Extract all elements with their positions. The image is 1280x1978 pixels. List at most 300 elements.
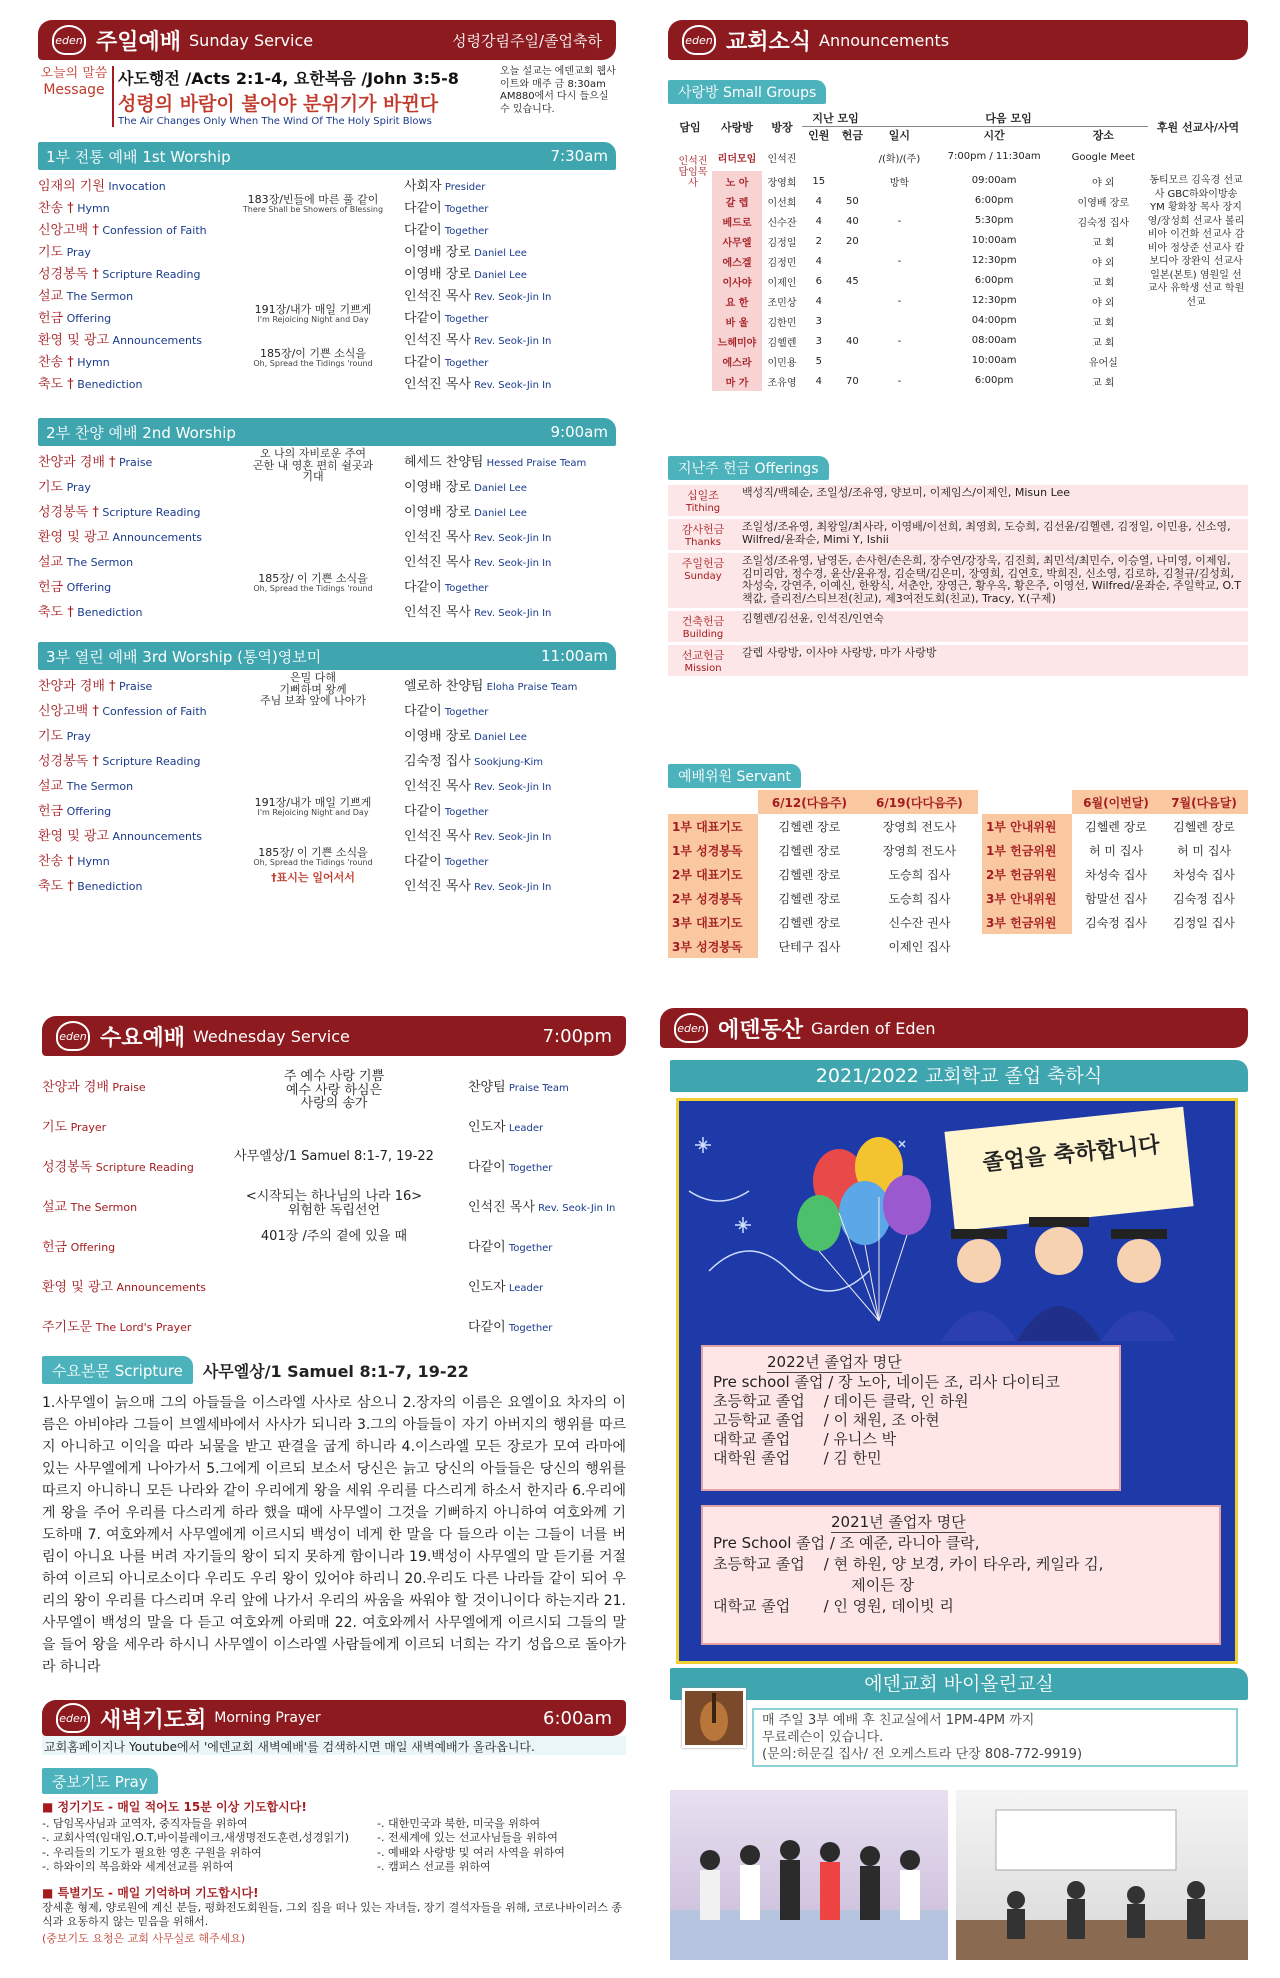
graduate-line: 대학교 졸업 / 인 영원, 데이빗 리 (713, 1597, 954, 1615)
sg-count: 3 (815, 335, 822, 347)
servant-label: 예배위원 Servant (668, 764, 801, 788)
sg-missions: 동티모르 김옥경 선교사 GBC하와이방송 YM 황화창 목사 장지영/장성희 선교사 볼리비아 이건화 선교사 감비아 정상준 선교사 캄보디아 장완익 선교사 일본(본토) 염원일 선교사 유학생 선교 학원선교 (1147, 175, 1245, 308)
order-leader-ko: 다같이 (404, 311, 442, 326)
wednesday-list (42, 1064, 626, 1364)
wed-row (42, 1144, 626, 1184)
sg-pastor-cell (668, 311, 712, 331)
order-item (38, 197, 110, 216)
wednesday-section (42, 1016, 626, 1696)
order-row (38, 216, 616, 238)
sg-offering: 70 (845, 375, 859, 387)
sg-sub-date: 일시 (869, 127, 930, 144)
wed-detail-line: 주 예수 사랑 기쁨 (283, 1069, 385, 1084)
graduates-icon (941, 1217, 1177, 1341)
order-item (38, 750, 200, 769)
order-leader-ko: 이영배 장로 (404, 505, 471, 520)
order-row (38, 238, 616, 260)
intercessory-section (42, 1768, 626, 1968)
order-leader-ko: 인석진 목사 (404, 779, 471, 794)
order-item-ko: 찬송 † (38, 854, 74, 869)
order-hymn-line: †표시는 일어서서 (271, 871, 355, 884)
sg-group: 이사야 (712, 271, 762, 291)
sg-pastor-cell (668, 251, 712, 271)
order-item-ko: 환영 및 광고 (38, 829, 110, 844)
grad-2021-list (713, 1533, 1209, 1617)
sg-time: 10:00am (971, 355, 1017, 366)
wed-leader (468, 1156, 552, 1175)
offerings-table (668, 482, 1248, 679)
sg-leader: 김헬렌 (767, 337, 797, 349)
order-row (38, 548, 616, 573)
order-item (38, 675, 152, 694)
order-leader-ko: 인석진 목사 (404, 829, 471, 844)
table-row (668, 910, 978, 934)
wed-row (42, 1064, 626, 1112)
violin-photo-1 (670, 1790, 948, 1960)
servant-role: 1부 안내위원 (982, 814, 1072, 838)
wednesday-header (42, 1016, 626, 1056)
order-item (38, 451, 152, 470)
graduate-line: 초등학교 졸업 / 현 하원, 양 보경, 카이 타우라, 케일라 김, (713, 1555, 1104, 1573)
wed-item-en: The Lord's Prayer (92, 1321, 192, 1334)
servant-col-2: 6/19(다다음주) (861, 790, 978, 814)
order-leader-en: Together (441, 583, 489, 594)
violin-icon (682, 1688, 746, 1748)
order-leader-en: Together (441, 857, 489, 868)
sg-leader: 장영희 (767, 177, 797, 189)
order-leader (404, 601, 551, 620)
order-leader-en: Rev. Seok-Jin In (470, 608, 552, 619)
table-row (668, 143, 1248, 171)
order-item-en: The Sermon (63, 556, 134, 569)
sg-place: 교 회 (1092, 237, 1115, 249)
order-item-ko: 기도 (38, 480, 64, 495)
eden-logo-icon: eden (52, 25, 86, 55)
order-leader-ko: 이영배 장로 (404, 480, 471, 495)
order-leader (404, 219, 488, 238)
order-item (38, 700, 207, 719)
order-leader-en: Rev. Seok-Jin In (470, 380, 552, 391)
wed-detail (218, 1230, 450, 1244)
sg-date: /(화)/(주) (878, 153, 921, 165)
order-hymn (238, 573, 388, 593)
sg-time: 6:00pm (974, 195, 1014, 206)
order-leader-ko: 다같이 (404, 804, 442, 819)
wed-detail-line: 401장 /주의 곁에 있을 때 (260, 1229, 408, 1244)
order-leader (404, 775, 551, 794)
wed-leader-ko: 다같이 (468, 1320, 506, 1335)
order-item (38, 825, 202, 844)
order-leader-ko: 인석진 목사 (404, 333, 471, 348)
sg-sub-place: 장소 (1059, 127, 1148, 144)
wed-item (42, 1236, 115, 1255)
sg-time: 6:00pm (974, 275, 1014, 286)
servant-table-left (668, 790, 978, 958)
table-row (668, 485, 1248, 516)
order-row (38, 523, 616, 548)
order-item-en: Hymn (73, 356, 110, 369)
order-item (38, 725, 91, 744)
sg-pastor-cell (668, 231, 712, 251)
servant-role: 2부 헌금위원 (982, 862, 1072, 886)
order-leader (404, 501, 527, 520)
servant-name: 김헬렌 장로 (778, 843, 841, 858)
sg-count: 4 (815, 255, 822, 267)
wed-leader-en: Praise Team (505, 1083, 569, 1094)
sg-leader: 조민상 (767, 297, 797, 309)
order-item (38, 219, 207, 238)
sg-pastor: 인석진 담임목사 (678, 156, 708, 189)
sg-count: 2 (815, 235, 822, 247)
prayer-item: -. 대한민국과 북한, 미국을 위하여 (377, 1817, 541, 1830)
order-leader-en: Rev. Seok-Jin In (470, 292, 552, 303)
sg-leader: 인석진 (767, 153, 797, 165)
order-item-en: Confession of Faith (98, 705, 207, 718)
order-item-ko: 기도 (38, 245, 64, 260)
prayer-item: -. 전세계에 있는 선교사님들을 위하여 (377, 1831, 558, 1845)
order-item-en: Offering (63, 312, 112, 325)
sg-group: 노 아 (712, 171, 762, 191)
order-item-en: Announcements (109, 531, 203, 544)
order-hymn (238, 872, 388, 884)
wed-item-ko: 기도 (42, 1120, 68, 1135)
table-row (982, 862, 1248, 886)
sg-time: 7:00pm / 11:30am (947, 151, 1041, 162)
violin-line: 매 주일 3부 예배 후 친교실에서 1PM-4PM 까지 (762, 1713, 1035, 1728)
order-item-en: Offering (63, 581, 112, 594)
sg-offering (836, 351, 870, 371)
sg-head-group: 사랑방 (712, 110, 762, 143)
wed-item (42, 1276, 206, 1295)
eden-logo-icon: eden (674, 1013, 708, 1043)
sg-head-pastor: 담임 (668, 110, 712, 143)
sg-head-last: 지난 모임 (802, 110, 869, 127)
prayer-list-right (377, 1817, 626, 1874)
order-hymn-en: I'm Rejoicing Night and Day (257, 314, 369, 324)
sg-pastor-cell (668, 271, 712, 291)
sg-leader: 김정일 (767, 237, 797, 249)
sg-leader: 이선희 (767, 197, 797, 209)
order-item (38, 476, 91, 495)
sg-group: 바 울 (712, 311, 762, 331)
order-leader-ko: 다같이 (404, 201, 442, 216)
order-leader-ko: 인석진 목사 (404, 555, 471, 570)
sg-time: 08:00am (971, 335, 1017, 346)
order-hymn-line: 기뻐하며 왕께 (279, 682, 347, 696)
sg-offering (836, 311, 870, 331)
order-item-ko: 찬송 † (38, 355, 74, 370)
sg-pastor-cell (668, 331, 712, 351)
first-worship-time: 7:30am (550, 147, 608, 165)
grad-2022-box (701, 1345, 1121, 1491)
order-leader (404, 825, 551, 844)
order-item (38, 775, 133, 794)
prayer-item: -. 교회사역(임대임,O.T,바이블레이크,새생명전도훈련,성경읽기) (42, 1831, 349, 1845)
servant-name: 김헬렌 장로 (778, 915, 841, 930)
grad-2022-title: 2022년 졸업자 명단 (767, 1353, 902, 1371)
wed-scripture-label: 수요본문 Scripture (42, 1356, 193, 1384)
order-leader-ko: 다같이 (404, 223, 442, 238)
wed-row (42, 1264, 626, 1304)
violin-line: (문의:허문길 집사/ 전 오케스트라 단장 808-772-9919) (762, 1747, 1083, 1762)
wed-leader (468, 1116, 543, 1135)
sg-place: 교 회 (1092, 317, 1115, 329)
message-label-ko: 오늘의 말씀 (40, 66, 108, 81)
sg-offering (836, 291, 870, 311)
sg-count: 4 (815, 215, 822, 227)
table-row (982, 838, 1248, 862)
wed-item-en: Offering (67, 1241, 116, 1254)
order-item-ko: 찬송 † (38, 201, 74, 216)
order-leader (404, 725, 527, 744)
sg-count: 5 (815, 355, 822, 367)
morning-header (42, 1700, 626, 1736)
sermon-title-en: The Air Changes Only When The Wind Of The Holy Spirit Blows (118, 116, 432, 127)
servant-name: 허 미 집사 (1177, 843, 1231, 858)
order-hymn-line: 185장/ 이 기쁜 소식을 (258, 846, 368, 859)
order-leader (404, 576, 488, 595)
sg-missions-cell (1148, 331, 1248, 351)
sunday-header (38, 20, 616, 60)
order-hymn (238, 797, 388, 817)
graduation-banner: 졸업을 축하합니다 (981, 1132, 1161, 1177)
order-row (38, 747, 616, 772)
wed-leader-ko: 인석진 목사 (468, 1200, 535, 1215)
order-row (38, 872, 616, 897)
offering-names: 조일성/조유영, 남영돈, 손사헌/손은희, 장수연/강장욱, 김진희, 최민석/최민수, 이승열, 나미영, 이제임, 김미리암, 정수경, 윤산/윤유정, 김순택/김은미, 장영희, 김연호, 박희진, 신소영, 김로하, 김철규/김성희, 차성숙, 강연주, 이예신, 한왕식, 서춘안, 장영근, 황우옥, 황은주, 이영선, Wilfred/윤좌순, 주일학교, O.T책값, 즐리전/스티브전(친교), 제3여전도회(친교), Tracy, Y.(구제) (738, 553, 1248, 608)
order-hymn-line: 183장/빈들에 마른 풀 같이 (247, 193, 379, 206)
order-row (38, 847, 616, 872)
sg-date (869, 191, 930, 211)
order-leader-ko: 사회자 (404, 179, 442, 194)
order-leader-en: Rev. Seok-Jin In (470, 782, 552, 793)
order-row (38, 722, 616, 747)
sg-missions-cell (1148, 351, 1248, 371)
sg-count: 4 (815, 375, 822, 387)
order-hymn-line: 곤한 내 영혼 편히 쉴곳과 (252, 458, 374, 472)
graduate-line: Pre school 졸업 / 장 노아, 네이든 조, 리사 다이티코 (713, 1373, 1060, 1391)
prayer-item: -. 우리들의 기도가 필요한 영혼 구원을 위하여 (42, 1845, 262, 1859)
wednesday-title-ko: 수요예배 (100, 1025, 186, 1051)
order-leader (404, 285, 551, 304)
order-leader-en: Eloha Praise Team (483, 682, 578, 693)
order-item (38, 241, 91, 260)
grad-2022-list (713, 1373, 1109, 1468)
table-row (668, 886, 978, 910)
order-leader-ko: 다같이 (404, 355, 442, 370)
sunday-section (38, 20, 616, 920)
order-leader-en: Daniel Lee (470, 732, 527, 743)
sg-offering: 40 (845, 335, 859, 347)
order-item (38, 263, 200, 282)
order-leader-ko: 헤세드 찬양팀 (404, 455, 484, 470)
prayer-item: -. 담임목사님과 교역자, 중직자들을 위하여 (42, 1817, 248, 1830)
order-row (38, 370, 616, 392)
wed-item (42, 1156, 194, 1175)
sg-group: 요 한 (712, 291, 762, 311)
table-row (668, 611, 1248, 642)
sg-group: 마 가 (712, 371, 762, 391)
order-item-ko: 축도 † (38, 605, 74, 620)
wed-item-ko: 주기도문 (42, 1320, 93, 1335)
order-item-ko: 축도 † (38, 879, 74, 894)
table-row (668, 862, 978, 886)
offering-type (668, 519, 738, 550)
wed-leader-en: Together (505, 1323, 553, 1334)
morning-time: 6:00am (543, 1707, 612, 1729)
offering-type-en: Building (682, 628, 724, 640)
wed-leader (468, 1236, 552, 1255)
order-item-en: Pray (63, 730, 91, 743)
servant-role: 1부 대표기도 (668, 814, 758, 838)
order-hymn-en: Oh, Spread the Tidings 'round (253, 583, 373, 593)
order-leader-en: Rev. Seok-Jin In (470, 882, 552, 893)
order-item-ko: 설교 (38, 289, 64, 304)
eden-logo-icon: eden (56, 1021, 90, 1051)
servant-name: 차성숙 집사 (1173, 867, 1235, 882)
wed-item (42, 1316, 191, 1335)
order-item-ko: 신앙고백 † (38, 223, 99, 238)
order-item-ko: 설교 (38, 779, 64, 794)
order-row (38, 573, 616, 598)
sg-sub-time: 시간 (930, 127, 1059, 144)
sg-place: 유어실 (1088, 357, 1118, 369)
morning-title-en: Morning Prayer (214, 1710, 321, 1726)
order-item (38, 501, 200, 520)
morning-title-ko: 새벽기도회 (100, 1707, 207, 1733)
sg-group: 에스라 (712, 351, 762, 371)
sermon-title: 성령의 바람이 불어야 분위기가 바뀐다 (118, 93, 439, 115)
order-item-en: Offering (63, 805, 112, 818)
servant-name: 김헬렌 장로 (778, 819, 841, 834)
third-worship-bar (38, 642, 616, 670)
sg-pastor-cell (668, 291, 712, 311)
small-groups-label: 사랑방 Small Groups (668, 80, 826, 104)
order-hymn (238, 348, 388, 368)
order-hymn-line: 은밀 다해 (289, 671, 336, 684)
order-leader-ko: 인석진 목사 (404, 879, 471, 894)
wed-leader-en: Together (505, 1243, 553, 1254)
order-item (38, 285, 133, 304)
order-item (38, 329, 202, 348)
order-item-en: Benediction (73, 880, 143, 893)
wed-item (42, 1196, 137, 1215)
wed-leader-ko: 다같이 (468, 1160, 506, 1175)
servant-name: 도승희 집사 (888, 891, 951, 906)
announcements-header (668, 20, 1248, 60)
wed-detail-line: 사무엘상/1 Samuel 8:1-7, 19-22 (234, 1149, 434, 1164)
sg-count: 6 (815, 275, 822, 287)
servant-name: 도승희 집사 (888, 867, 951, 882)
sg-time: 09:00am (971, 175, 1017, 186)
order-item-ko: 성경봉독 † (38, 267, 99, 282)
wed-leader-ko: 인도자 (468, 1120, 506, 1135)
order-leader-en: Hessed Praise Team (483, 458, 587, 469)
table-row (668, 519, 1248, 550)
order-row (38, 694, 616, 722)
announcements-section (668, 20, 1248, 960)
servant-name: 김헬렌 장로 (1085, 819, 1147, 834)
order-item-en: The Sermon (63, 780, 134, 793)
wed-detail-line: 예수 사랑 하심은 (285, 1082, 383, 1098)
sg-place: 야 외 (1092, 177, 1115, 189)
order-leader-ko: 김숙정 집사 (404, 754, 471, 769)
second-worship-time: 9:00am (550, 423, 608, 441)
order-item (38, 551, 133, 570)
offering-names: 백성직/백혜순, 조일성/조유영, 양보미, 이제임스/이제인, Misun Lee (738, 485, 1248, 516)
order-hymn-line: 191장/내가 매일 기쁘게 (254, 796, 372, 809)
offering-type-ko: 주일헌금 (681, 557, 725, 570)
table-row (668, 934, 978, 958)
order-item-en: Benediction (73, 606, 143, 619)
order-item (38, 601, 142, 620)
order-item (38, 373, 142, 392)
order-row (38, 348, 616, 370)
order-leader (404, 351, 488, 370)
order-leader-ko: 다같이 (404, 854, 442, 869)
order-hymn-line: 기대 (302, 470, 324, 484)
scripture-ref: 사도행전 /Acts 2:1-4, 요한복음 /John 3:5-8 (118, 69, 459, 88)
offering-type-ko: 선교헌금 (681, 648, 725, 662)
sg-date (869, 271, 930, 291)
sg-place: 야 외 (1092, 257, 1115, 269)
violin-photo-2 (956, 1790, 1248, 1960)
order-hymn (238, 847, 388, 867)
morning-note: 교회홈페이지나 Youtube에서 '에덴교회 새벽예배'를 검색하시면 매일 새벽예배가 올라옵니다. (42, 1736, 626, 1755)
wed-leader-ko: 다같이 (468, 1240, 506, 1255)
intercessory-label: 중보기도 Pray (42, 1768, 158, 1794)
order-leader (404, 476, 527, 495)
wed-detail (218, 1190, 450, 1217)
order-item-en: Pray (63, 481, 91, 494)
sg-leader: 김정민 (767, 257, 797, 269)
message-label-en: Message (43, 81, 105, 98)
servant-table-right (982, 790, 1248, 934)
offerings-label: 지난주 헌금 Offerings (668, 456, 829, 480)
second-worship-list (38, 448, 616, 628)
sg-place: 이영배 장로 (1077, 197, 1130, 209)
sg-place: 야 외 (1092, 297, 1115, 309)
sg-missions-cell (1148, 371, 1248, 391)
wednesday-title-en: Wednesday Service (193, 1026, 350, 1046)
garden-title-ko: 에덴동산 (718, 1017, 804, 1043)
order-leader (404, 329, 551, 348)
sg-head-missions: 후원 선교사/사역 (1148, 110, 1248, 143)
violin-title-bar: 에덴교회 바이올린교실 (670, 1668, 1248, 1700)
servant-col-4: 7월(다음달) (1160, 790, 1248, 814)
offering-type (668, 611, 738, 642)
sg-count: 3 (815, 315, 822, 327)
order-item-en: Praise (115, 456, 153, 469)
wed-row (42, 1104, 626, 1144)
servant-name: 단테구 집사 (778, 939, 841, 954)
order-row (38, 598, 616, 623)
wed-row (42, 1224, 626, 1264)
prayer-item: -. 예배와 사랑방 및 여러 사역을 위하여 (377, 1845, 565, 1859)
sg-date: - (897, 255, 902, 267)
sg-offering (836, 251, 870, 271)
first-worship-list (38, 172, 616, 402)
wed-detail (218, 1150, 450, 1164)
order-item-en: The Sermon (63, 290, 134, 303)
order-hymn-en: I'm Rejoicing Night and Day (257, 807, 369, 817)
table-row (668, 553, 1248, 608)
order-leader-en: Rev. Seok-Jin In (470, 558, 552, 569)
table-row (982, 814, 1248, 838)
sg-head-next: 다음 모임 (869, 110, 1148, 127)
order-item (38, 850, 110, 869)
order-item-en: Scripture Reading (98, 506, 201, 519)
